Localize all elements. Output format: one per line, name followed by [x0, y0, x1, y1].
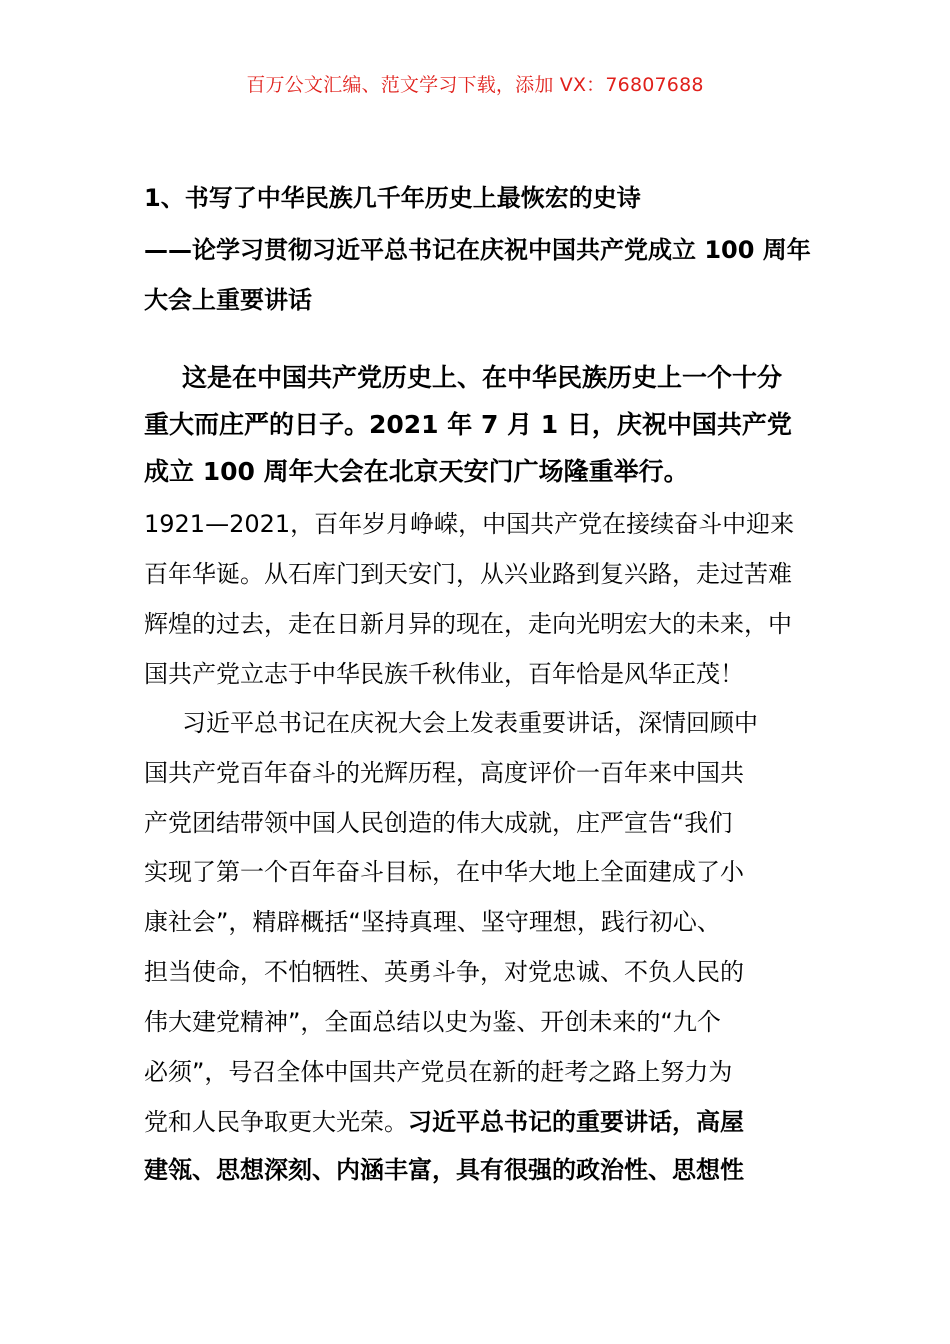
para2-line-9-bold: 习近平总书记的重要讲话，高屋 [408, 1108, 744, 1136]
para2-line-1: 习近平总书记在庆祝大会上发表重要讲话，深情回顾中 [182, 709, 758, 737]
para2-line-6: 担当使命，不怕牺牲、英勇斗争，对党忠诚、不负人民的 [144, 958, 744, 986]
para2-line-10: 建瓴、思想深刻、内涵丰富，具有很强的政治性、思想性 [144, 1156, 744, 1184]
para2-line-5: 康社会”，精辟概括“坚持真理、坚守理想，践行初心、 [144, 908, 721, 936]
title-line-3: 大会上重要讲话 [144, 286, 312, 314]
para1-line-2: 百年华诞。从石库门到天安门，从兴业路到复兴路，走过苦难 [144, 560, 792, 588]
title-line-1: 1、书写了中华民族几千年历史上最恢宏的史诗 [144, 184, 641, 212]
title-line-2: ——论学习贯彻习近平总书记在庆祝中国共产党成立 100 周年 [144, 236, 811, 264]
lead-line-2: 重大而庄严的日子。2021 年 7 月 1 日，庆祝中国共产党 [144, 410, 792, 439]
para1-line-3: 辉煌的过去，走在日新月异的现在，走向光明宏大的未来，中 [144, 610, 792, 638]
lead-line-3: 成立 100 周年大会在北京天安门广场隆重举行。 [144, 457, 689, 486]
para2-line-4: 实现了第一个百年奋斗目标，在中华大地上全面建成了小 [144, 858, 744, 886]
para1-line-1: 1921—2021，百年岁月峥嵘，中国共产党在接续奋斗中迎来 [144, 510, 795, 538]
para2-line-3: 产党团结带领中国人民创造的伟大成就，庄严宣告“我们 [144, 809, 733, 837]
para2-line-9-normal: 党和人民争取更大光荣。 [144, 1108, 408, 1136]
para2-line-7: 伟大建党精神”，全面总结以史为鉴、开创未来的“九个 [144, 1008, 721, 1036]
para2-line-9 [144, 1105, 812, 1139]
lead-line-1: 这是在中国共产党历史上、在中华民族历史上一个十分 [182, 363, 783, 392]
header-watermark-note: 百万公文汇编、范文学习下载，添加 VX：76807688 [246, 74, 704, 96]
para2-line-8: 必须”，号召全体中国共产党员在新的赶考之路上努力为 [144, 1058, 733, 1086]
para2-line-2: 国共产党百年奋斗的光辉历程，高度评价一百年来中国共 [144, 759, 744, 787]
para1-line-4: 国共产党立志于中华民族千秋伟业，百年恰是风华正茂！ [144, 660, 744, 688]
